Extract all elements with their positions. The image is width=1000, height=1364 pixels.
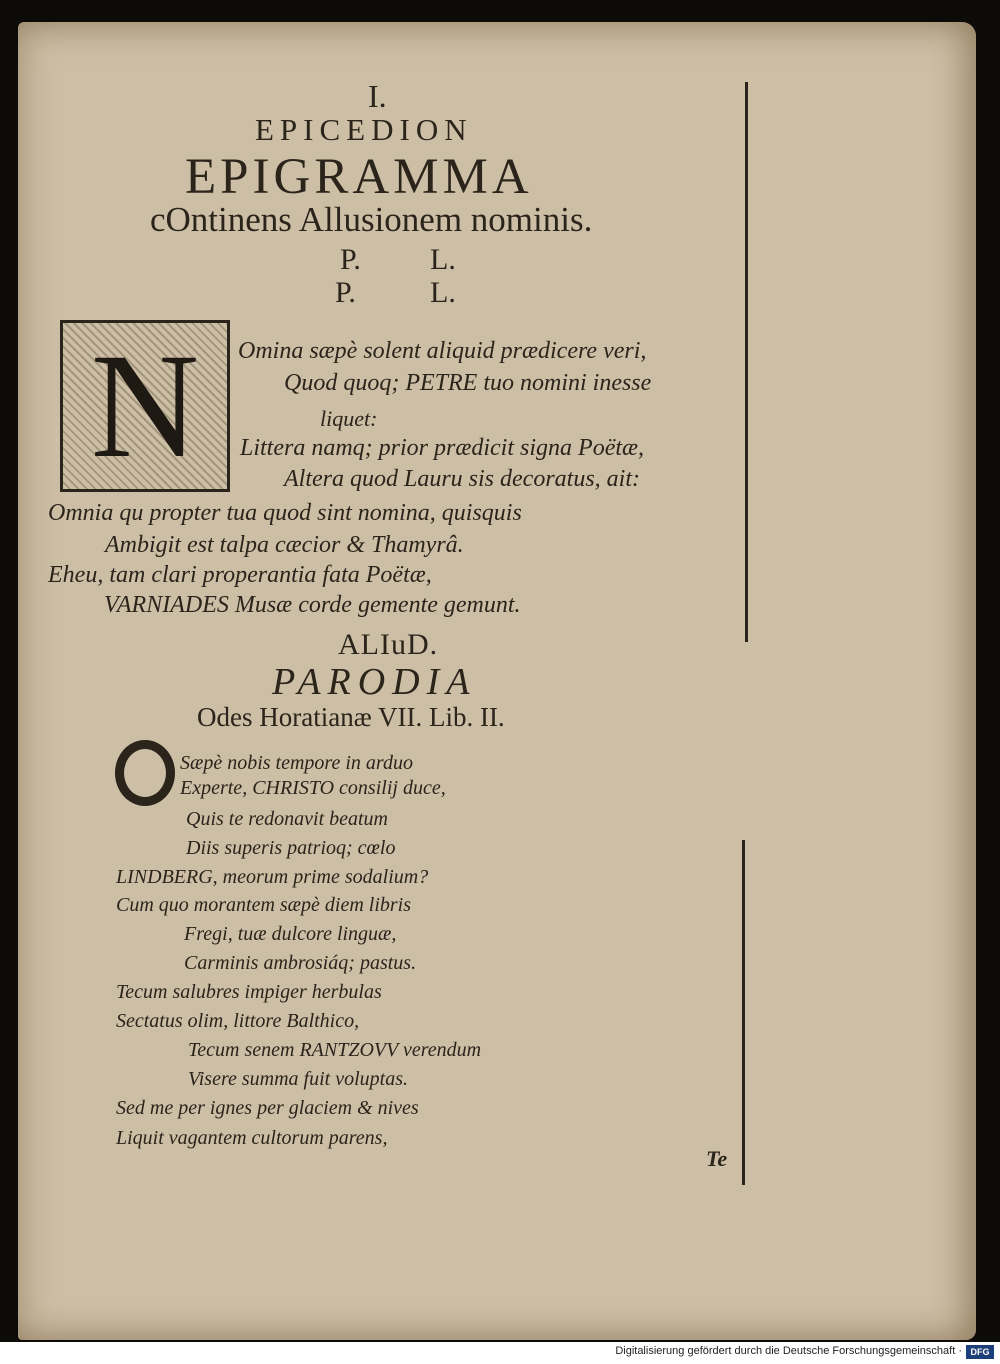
initial-o xyxy=(115,740,175,806)
odes-heading: Odes Horatianæ VII. Lib. II. xyxy=(197,702,505,732)
poem2-line: Cum quo morantem sæpè diem libris xyxy=(116,894,411,916)
poem2-line: LINDBERG, meorum prime sodalium? xyxy=(116,866,429,888)
catchword: Te xyxy=(706,1146,728,1171)
poem2-line: Carminis ambrosiáq; pastus. xyxy=(184,952,417,974)
poem2-line: Experte, CHRISTO consilij duce, xyxy=(180,777,446,799)
dfg-logo: DFG xyxy=(966,1345,994,1359)
margin-rule-upper xyxy=(745,82,748,642)
poem2-line: Diis superis patrioq; cœlo xyxy=(186,837,396,859)
poem2-line: Tecum salubres impiger herbulas xyxy=(116,981,382,1003)
poem1-line: Omina sæpè solent aliquid prædicere veri, xyxy=(238,338,647,364)
poem2-line: Tecum senem RANTZOVV verendum xyxy=(188,1039,482,1061)
initial-l-2: L. xyxy=(430,276,456,309)
poem2-line: Sæpè nobis tempore in arduo xyxy=(180,752,413,774)
initial-n-letter: N xyxy=(63,323,227,489)
heading-epigramma: EPIGRAMMA xyxy=(185,149,533,205)
margin-rule-lower xyxy=(742,840,745,1185)
poem1-line: Altera quod Lauru sis decoratus, ait: xyxy=(284,466,641,492)
parodia-heading: PARODIA xyxy=(272,661,477,703)
footer-credit: Digitalisierung gefördert durch die Deutsche Forschungsgemeinschaft · xyxy=(615,1345,962,1357)
footer-bar xyxy=(0,1342,1000,1364)
poem1-line: Eheu, tam clari properantia fata Poëtæ, xyxy=(48,562,432,588)
poem1-line: Quod quoq; PETRE tuo nomini inesse xyxy=(284,370,652,396)
poem2-line: Sed me per ignes per glaciem & nives xyxy=(116,1097,419,1119)
initial-p-1: P. xyxy=(340,243,361,276)
poem2-line: Liquit vagantem cultorum parens, xyxy=(116,1127,388,1149)
page-number: I. xyxy=(368,78,387,114)
poem2-line: Fregi, tuæ dulcore linguæ, xyxy=(184,923,397,945)
decorated-initial-n xyxy=(60,320,230,492)
poem1-line: Omnia qu propter tua quod sint nomina, quisquis xyxy=(48,500,522,526)
poem1-line: VARNIADES Musæ corde gemente gemunt. xyxy=(104,592,521,618)
initial-p-2: P. xyxy=(335,276,356,309)
poem2-line: Quis te redonavit beatum xyxy=(186,808,389,830)
poem1-line: liquet: xyxy=(320,406,378,431)
aliud-heading: ALIuD. xyxy=(338,628,439,661)
poem1-line: Ambigit est talpa cæcior & Thamyrâ. xyxy=(105,532,464,558)
heading-epicedion: EPICEDION xyxy=(255,112,473,147)
initial-l-1: L. xyxy=(430,243,456,276)
heading-continens: cOntinens Allusionem nominis. xyxy=(150,200,593,239)
poem2-line: Visere summa fuit voluptas. xyxy=(188,1068,408,1090)
poem1-line: Littera namq; prior prædicit signa Poëtæ, xyxy=(240,435,645,461)
poem2-line: Sectatus olim, littore Balthico, xyxy=(116,1010,360,1032)
